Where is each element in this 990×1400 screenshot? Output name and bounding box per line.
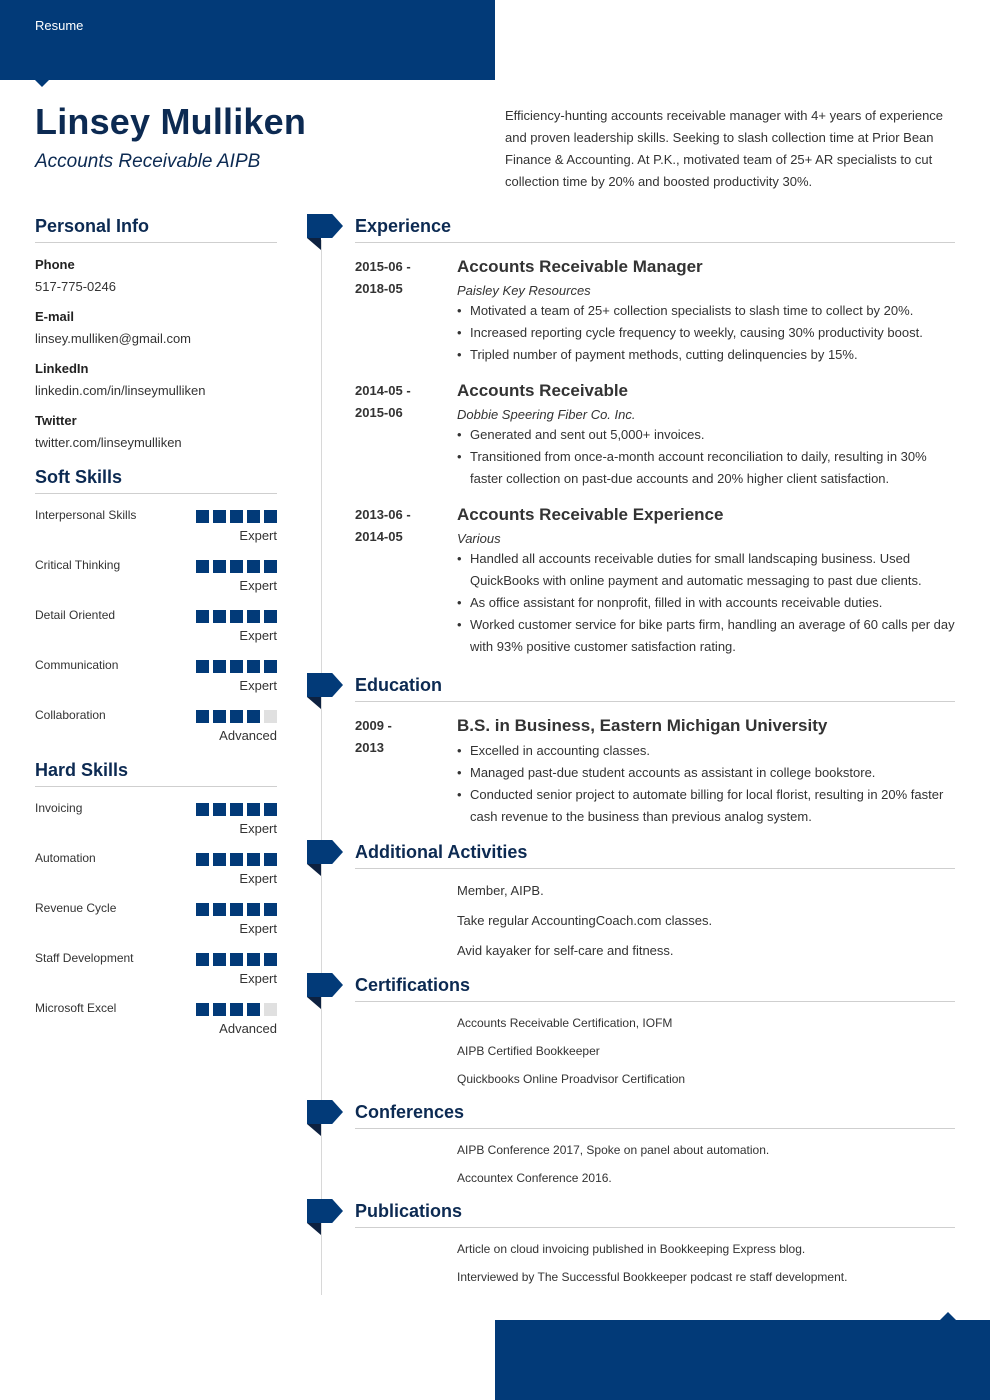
rating-dot-filled (196, 803, 209, 816)
certification-item: AIPB Certified Bookkeeper (457, 1044, 600, 1058)
job-entry (457, 504, 957, 658)
skill-name: Critical Thinking (35, 558, 121, 572)
skill-level: Expert (239, 528, 277, 543)
rating-dot-filled (196, 710, 209, 723)
bullet-item: • Tripled number of payment methods, cutting delinquencies by 15%. (457, 344, 957, 366)
footer-band (495, 1320, 990, 1400)
skill-rating (196, 903, 277, 916)
skill-level: Expert (239, 821, 277, 836)
rating-dot-filled (264, 560, 277, 573)
bullet-item: • Conducted senior project to automate billing for local florist, resulting in 20% faster cash revenue to the business than previous analog system. (457, 784, 957, 828)
certification-item: Quickbooks Online Proadvisor Certification (457, 1072, 686, 1086)
info-phone (35, 257, 277, 294)
job-bullets (457, 548, 957, 658)
divider (355, 1227, 955, 1228)
job-bullets (457, 424, 957, 490)
rating-dot-filled (247, 660, 260, 673)
date-start: 2014-05 - (355, 383, 411, 398)
soft-skills-section (35, 467, 277, 494)
rating-dot-filled (247, 560, 260, 573)
bullet-item: • Generated and sent out 5,000+ invoices. (457, 424, 957, 446)
email-link[interactable]: linsey.mulliken@gmail.com (35, 331, 191, 346)
skill-level: Expert (239, 971, 277, 986)
activity-item: Avid kayaker for self-care and fitness. (457, 943, 674, 958)
skill-row (35, 658, 277, 708)
skill-level: Expert (239, 921, 277, 936)
conferences-heading: Conferences (355, 1102, 465, 1122)
rating-dot-filled (213, 903, 226, 916)
company-name: Various (457, 531, 501, 546)
info-twitter (35, 413, 277, 450)
section-marker-icon (307, 673, 343, 709)
info-label: E-mail (35, 309, 75, 324)
bullet-item: • Managed past-due student accounts as assistant in college bookstore. (457, 762, 957, 784)
skill-level: Expert (239, 871, 277, 886)
rating-dot-filled (264, 660, 277, 673)
skill-row (35, 901, 277, 951)
section-marker-icon (307, 1199, 343, 1235)
rating-dot-filled (196, 660, 209, 673)
experience-heading: Experience (355, 216, 452, 236)
date-end: 2018-05 (355, 281, 403, 296)
linkedin-link[interactable]: linkedin.com/in/linseymulliken (35, 383, 206, 398)
rating-dot-filled (247, 610, 260, 623)
skill-name: Interpersonal Skills (35, 508, 137, 522)
skill-name: Communication (35, 658, 119, 672)
rating-dot-filled (264, 610, 277, 623)
bullet-item: • Worked customer service for bike parts firm, handling an average of 60 calls per day with 93% positive customer satisfaction rating. (457, 614, 957, 658)
job-entry (457, 256, 957, 366)
skill-rating (196, 953, 277, 966)
section-marker-icon (307, 973, 343, 1009)
soft-skills-list (35, 508, 277, 758)
date-end: 2015-06 (355, 405, 403, 420)
rating-dot-filled (213, 510, 226, 523)
section-marker-icon (307, 840, 343, 876)
skill-rating (196, 853, 277, 866)
skill-level: Advanced (219, 728, 277, 743)
company-name: Dobbie Speering Fiber Co. Inc. (457, 407, 636, 422)
rating-dot-filled (247, 953, 260, 966)
rating-dot-filled (213, 710, 226, 723)
hard-skills-list (35, 801, 277, 1051)
phone-value: 517-775-0246 (35, 279, 116, 294)
skill-level: Advanced (219, 1021, 277, 1036)
divider (355, 701, 955, 702)
job-bullets (457, 300, 957, 366)
info-label: LinkedIn (35, 361, 89, 376)
rating-dot-filled (247, 853, 260, 866)
skill-row (35, 708, 277, 758)
skill-name: Detail Oriented (35, 608, 116, 622)
activities-heading: Additional Activities (355, 842, 528, 862)
rating-dot-filled (196, 953, 209, 966)
rating-dot-filled (247, 510, 260, 523)
rating-dot-filled (230, 953, 243, 966)
info-email (35, 309, 277, 346)
hard-skills-heading: Hard Skills (35, 760, 129, 780)
company-name: Paisley Key Resources (457, 283, 591, 298)
personal-info-heading: Personal Info (35, 216, 150, 236)
education-entry (457, 715, 957, 828)
skill-rating (196, 610, 277, 623)
rating-dot-filled (247, 803, 260, 816)
activity-item: Take regular AccountingCoach.com classes. (457, 913, 713, 928)
summary: Efficiency-hunting accounts receivable manager with 4+ years of experience and proven leadership skills. Seeking to slash collection time at Prior Bean Finance & Accounting. At P.K., motivated team of 25+ AR specialists to cut collection time by 20% and boosted productivity 30%. (505, 108, 944, 189)
conference-item: Accountex Conference 2016. (457, 1171, 612, 1185)
rating-dot-filled (264, 903, 277, 916)
skill-name: Revenue Cycle (35, 901, 117, 915)
rating-dot-filled (264, 953, 277, 966)
bullet-item: • As office assistant for nonprofit, filled in with accounts receivable duties. (457, 592, 957, 614)
job-dates (355, 256, 411, 300)
rating-dot-filled (230, 610, 243, 623)
education-bullets (457, 740, 957, 828)
skill-row (35, 801, 277, 851)
candidate-name: Linsey Mulliken (35, 101, 307, 142)
education-heading: Education (355, 675, 443, 695)
skill-name: Invoicing (35, 801, 83, 815)
footer-notch (940, 1312, 956, 1320)
divider (355, 1001, 955, 1002)
job-title: Accounts Receivable Experience (457, 505, 724, 524)
skill-name: Microsoft Excel (35, 1001, 117, 1015)
rating-dot-filled (213, 610, 226, 623)
skill-name: Collaboration (35, 708, 106, 722)
skill-row (35, 508, 277, 558)
rating-dot-filled (230, 660, 243, 673)
skill-row (35, 1001, 277, 1051)
certifications-heading: Certifications (355, 975, 471, 995)
skill-row (35, 608, 277, 658)
rating-dot-filled (230, 560, 243, 573)
publications-heading: Publications (355, 1201, 463, 1221)
rating-dot-filled (247, 1003, 260, 1016)
job-entry (457, 380, 957, 490)
date-start: 2009 - (355, 718, 392, 733)
rating-dot-filled (213, 803, 226, 816)
skill-rating (196, 1003, 277, 1016)
rating-dot-filled (230, 1003, 243, 1016)
job-dates (355, 380, 411, 424)
divider (355, 1128, 955, 1129)
rating-dot-filled (196, 510, 209, 523)
publication-item: Interviewed by The Successful Bookkeeper podcast re staff development. (457, 1270, 848, 1284)
info-label: Twitter (35, 413, 77, 428)
header-notch (34, 79, 50, 87)
hard-skills-section (35, 760, 277, 787)
rating-dot-filled (196, 610, 209, 623)
degree-title: B.S. in Business, Eastern Michigan University (457, 716, 828, 735)
job-dates (355, 504, 411, 548)
rating-dot-filled (230, 803, 243, 816)
bullet-item: • Motivated a team of 25+ collection specialists to slash time to collect by 20%. (457, 300, 957, 322)
skill-name: Staff Development (35, 951, 134, 965)
skill-rating (196, 660, 277, 673)
rating-dot-filled (196, 903, 209, 916)
info-label: Phone (35, 257, 75, 272)
skill-name: Automation (35, 851, 96, 865)
job-title: Accounts Receivable Manager (457, 257, 703, 276)
rating-dot-filled (196, 1003, 209, 1016)
rating-dot-filled (247, 903, 260, 916)
rating-dot-empty (264, 1003, 277, 1016)
rating-dot-filled (213, 953, 226, 966)
rating-dot-filled (230, 853, 243, 866)
bullet-item: • Transitioned from once-a-month account reconciliation to daily, resulting in 30% faster collection on past-due accounts and 20% higher client satisfaction. (457, 446, 957, 490)
rating-dot-filled (196, 853, 209, 866)
bullet-item: • Increased reporting cycle frequency to weekly, causing 30% productivity boost. (457, 322, 957, 344)
header-label: Resume (35, 18, 84, 33)
divider (35, 493, 277, 494)
twitter-link[interactable]: twitter.com/linseymulliken (35, 435, 182, 450)
rating-dot-filled (264, 510, 277, 523)
rating-dot-filled (196, 560, 209, 573)
publication-item: Article on cloud invoicing published in Bookkeeping Express blog. (457, 1242, 806, 1256)
edu-dates (355, 715, 392, 759)
activity-item: Member, AIPB. (457, 883, 544, 898)
skill-rating (196, 560, 277, 573)
soft-skills-heading: Soft Skills (35, 467, 123, 487)
certification-item: Accounts Receivable Certification, IOFM (457, 1016, 673, 1030)
personal-info-section (35, 216, 277, 243)
conference-item: AIPB Conference 2017, Spoke on panel about automation. (457, 1143, 770, 1157)
rating-dot-filled (213, 660, 226, 673)
skill-level: Expert (239, 578, 277, 593)
rating-dot-filled (264, 853, 277, 866)
timeline-line (321, 240, 322, 1295)
divider (355, 868, 955, 869)
job-title: Accounts Receivable (457, 381, 629, 400)
divider (35, 786, 277, 787)
date-end: 2014-05 (355, 529, 403, 544)
candidate-title: Accounts Receivable AIPB (35, 151, 261, 172)
skill-rating (196, 510, 277, 523)
skill-row (35, 558, 277, 608)
rating-dot-filled (213, 560, 226, 573)
rating-dot-empty (264, 710, 277, 723)
divider (35, 242, 277, 243)
skill-row (35, 851, 277, 901)
section-marker-icon (307, 214, 343, 250)
date-end: 2013 (355, 740, 384, 755)
skill-rating (196, 803, 277, 816)
info-linkedin (35, 361, 277, 398)
rating-dot-filled (230, 510, 243, 523)
skill-row (35, 951, 277, 1001)
rating-dot-filled (213, 1003, 226, 1016)
bullet-item: • Handled all accounts receivable duties for small landscaping business. Used QuickBooks with online payment and automatic messaging to past due clients. (457, 548, 957, 592)
skill-rating (196, 710, 277, 723)
header-band (0, 0, 495, 80)
rating-dot-filled (213, 853, 226, 866)
rating-dot-filled (264, 803, 277, 816)
rating-dot-filled (247, 710, 260, 723)
bullet-item: • Excelled in accounting classes. (457, 740, 957, 762)
section-marker-icon (307, 1100, 343, 1136)
rating-dot-filled (230, 710, 243, 723)
date-start: 2015-06 - (355, 259, 411, 274)
divider (355, 242, 955, 243)
date-start: 2013-06 - (355, 507, 411, 522)
rating-dot-filled (230, 903, 243, 916)
skill-level: Expert (239, 628, 277, 643)
skill-level: Expert (239, 678, 277, 693)
